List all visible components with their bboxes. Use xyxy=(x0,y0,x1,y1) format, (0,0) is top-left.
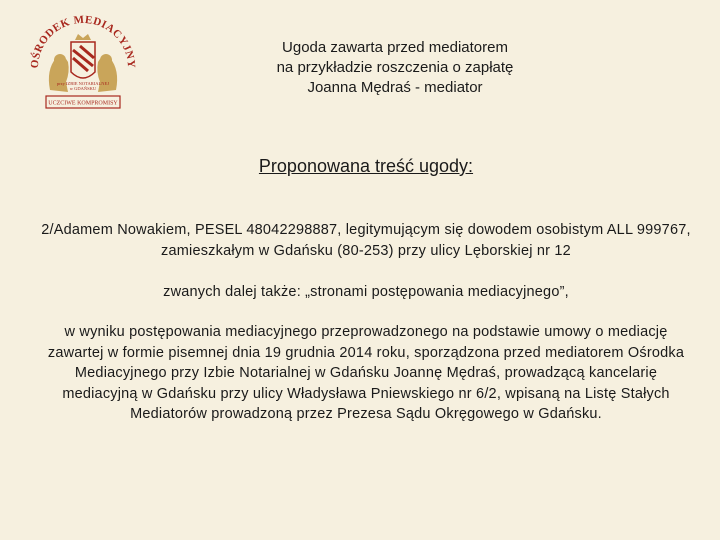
logo-inner-text-2: w GDAŃSKU xyxy=(69,86,97,91)
header-line-3: Joanna Mędraś - mediator xyxy=(307,79,483,96)
paragraph-party-details: 2/Adamem Nowakiem, PESEL 48042298887, legitymującym się dowodem osobistym ALL 999767, zamieszkałym w Gdańsku (80-253) przy ulicy Lęborskiej nr 12 xyxy=(41,222,691,259)
logo-ribbon-text: UCZCIWE KOMPROMISY xyxy=(48,100,118,107)
logo-arc-text: OŚRODEK MEDIACYJNY xyxy=(28,13,138,69)
section-heading: Proponowana treść ugody: xyxy=(258,156,474,176)
organization-logo xyxy=(28,10,138,120)
paragraph-mediation-basis: w wyniku postępowania mediacyjnego przeprowadzonego na podstawie umowy o mediację zawartej w formie pisemnej dnia 19 grudnia 2014 roku, sporządzona przed mediatorem Ośrodka Mediacyjnego przy Izbie Notarialnej w Gdańsku Joannę Mędraś, prowadzącą kancelarię mediacyjną w Gdańsku przy ulicy Władysława Pniewskiego nr 6/2, wpisaną na Listę Stałych Mediatorów prowadzoną przez Prezesa Sądu Okręgowego w Gdańsku. xyxy=(47,324,685,422)
paragraph-parties-definition: zwanych dalej także: „stronami postępowania mediacyjnego”, xyxy=(163,284,569,300)
header-line-1: Ugoda zawarta przed mediatorem xyxy=(282,39,508,56)
logo-inner-text-1: przy IZBIE NOTARIALNEJ xyxy=(56,81,110,86)
header-line-2: na przykładzie roszczenia o zapłatę xyxy=(276,59,514,76)
lion-right-icon xyxy=(97,54,117,92)
lion-left-icon xyxy=(49,54,69,92)
crest-icon xyxy=(71,34,95,78)
document-header xyxy=(180,38,610,98)
